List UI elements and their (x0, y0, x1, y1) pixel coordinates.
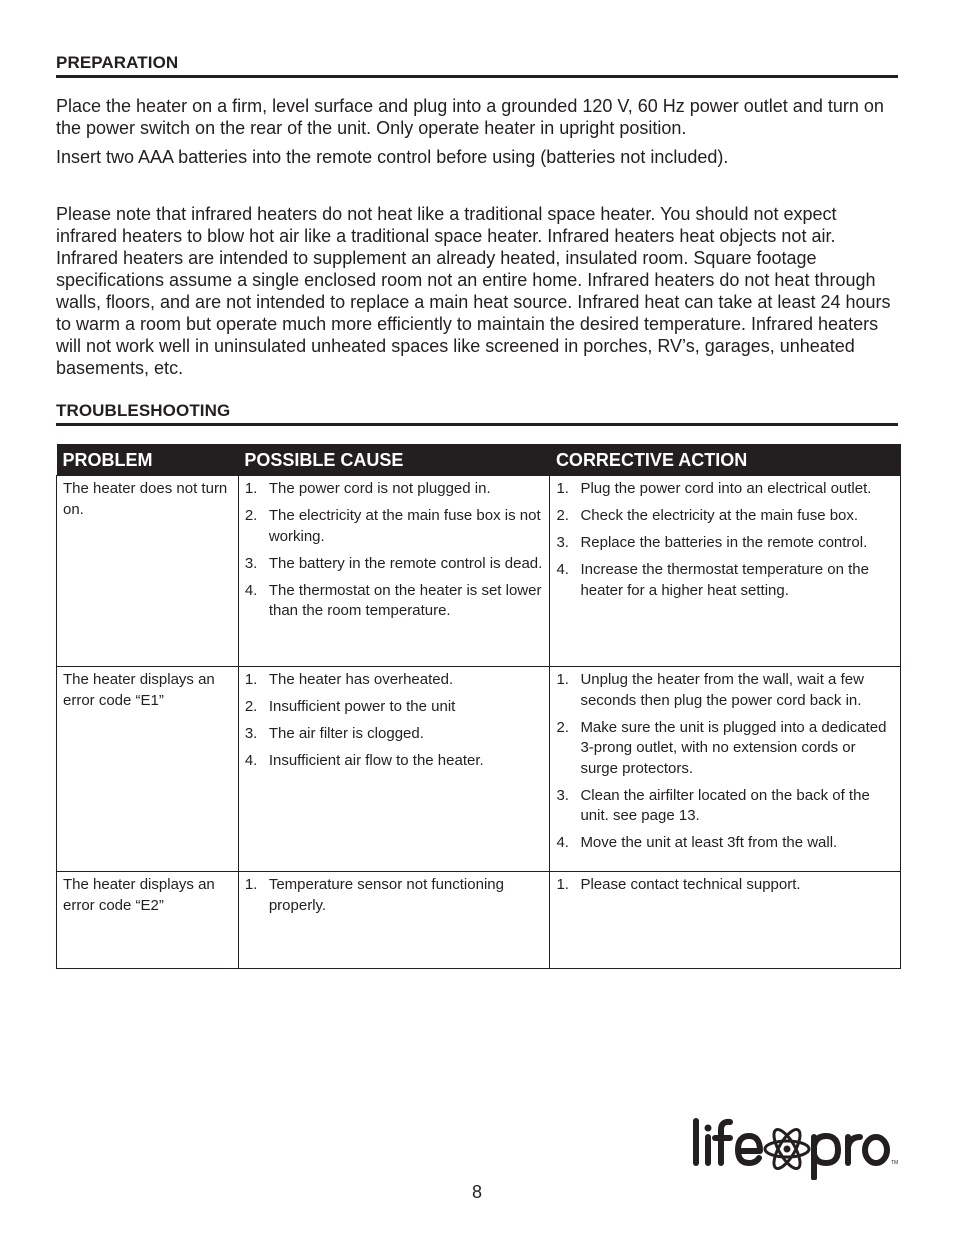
item-number: 2. (244, 507, 258, 524)
problem-cell: The heater displays an error code “E1” (57, 667, 239, 872)
item-text: Make sure the unit is plugged into a dedicated 3-prong outlet, with no extension cords or surge protectors. (580, 718, 887, 777)
table-row (57, 872, 901, 969)
list-item (245, 670, 544, 691)
item-number: 1. (556, 480, 569, 497)
list-item (556, 875, 894, 896)
column-header-possible-cause: POSSIBLE CAUSE (238, 444, 550, 476)
item-number: 1. (244, 876, 258, 893)
list-item (245, 479, 544, 500)
list-item (245, 581, 544, 622)
item-text: Please contact technical support. (580, 876, 801, 893)
item-number: 4. (556, 834, 569, 851)
item-text: The electricity at the main fuse box is not working. (268, 507, 541, 545)
item-text: Check the electricity at the main fuse box. (580, 507, 859, 524)
actions-list (556, 875, 894, 896)
item-text: Move the unit at least 3ft from the wall. (580, 834, 838, 851)
list-item (556, 506, 894, 527)
atom-icon (765, 1126, 809, 1172)
list-item (556, 718, 894, 780)
item-text: Increase the thermostat temperature on the heater for a higher heat setting. (580, 561, 869, 599)
item-text: The heater has overheated. (268, 671, 454, 688)
causes-cell (238, 667, 550, 872)
item-number: 3. (556, 534, 569, 551)
list-item (556, 479, 894, 500)
item-number: 3. (556, 786, 569, 804)
item-number: 3. (244, 554, 258, 572)
list-item (556, 533, 894, 554)
list-item (556, 786, 894, 827)
item-text: The power cord is not plugged in. (268, 480, 491, 497)
item-number: 1. (244, 480, 258, 497)
list-item (245, 875, 544, 916)
actions-cell (550, 476, 901, 667)
table-row (57, 667, 901, 872)
item-text: Clean the airfilter located on the back of the unit. see page 13. (580, 786, 870, 824)
preparation-heading: PREPARATION (56, 53, 898, 78)
list-item (556, 560, 894, 601)
problem-cell: The heater displays an error code “E2” (57, 872, 239, 969)
item-text: The thermostat on the heater is set lower than the room temperature. (268, 581, 542, 619)
item-number: 4. (244, 581, 258, 599)
item-number: 1. (556, 671, 569, 688)
actions-cell (550, 667, 901, 872)
causes-list (245, 875, 544, 916)
item-text: Insufficient power to the unit (268, 698, 456, 715)
causes-cell (238, 476, 550, 667)
actions-cell (550, 872, 901, 969)
column-header-problem: PROBLEM (57, 444, 239, 476)
page-number: 8 (471, 1182, 482, 1202)
preparation-paragraph: Place the heater on a firm, level surface and plug into a grounded 120 V, 60 Hz power outlet and turn on the power switch on the rear of the unit. Only operate heater in upright position. (56, 96, 884, 138)
problem-cell: The heater does not turn on. (57, 476, 239, 667)
list-item (556, 670, 894, 711)
causes-cell (238, 872, 550, 969)
table-row (57, 476, 901, 667)
item-number: 2. (244, 698, 258, 715)
preparation-paragraph: Insert two AAA batteries into the remote control before using (batteries not included). (56, 147, 729, 167)
item-number: 2. (556, 507, 569, 524)
item-number: 1. (244, 671, 258, 688)
troubleshooting-heading: TROUBLESHOOTING (56, 401, 898, 426)
list-item (556, 833, 894, 854)
causes-list (245, 670, 544, 772)
item-number: 3. (244, 725, 258, 742)
list-item (245, 751, 544, 772)
item-number: 4. (244, 752, 258, 769)
item-number: 2. (556, 718, 569, 736)
item-number: 1. (556, 876, 569, 893)
lifepro-logo (690, 1116, 902, 1180)
item-text: Plug the power cord into an electrical outlet. (580, 480, 872, 497)
actions-list (556, 479, 894, 601)
troubleshooting-table (56, 444, 901, 969)
list-item (245, 506, 544, 547)
list-item (245, 724, 544, 745)
infrared-note-paragraph: Please note that infrared heaters do not heat like a traditional space heater. You should not expect infrared heaters to blow hot air like a traditional space heater. Infrared heaters heat objects not air. Infrared heaters are intended to supplement an already heated, insulated room. Square footage specifications assume a single enclosed room not an entire home. Infrared heaters do not heat through walls, floors, and are not intended to replace a main heat source. Infrared heat can take at least 24 hours to warm a room but operate much more efficiently to maintain the desired temperature. Infrared heaters will not work well in uninsulated unheated spaces like screened in porches, RV’s, garages, unheated basements, etc. (56, 204, 891, 378)
column-header-corrective-action: CORRECTIVE ACTION (550, 444, 901, 476)
lifepro-logo-graphic (690, 1116, 902, 1180)
actions-list (556, 670, 894, 854)
item-text: The air filter is clogged. (268, 725, 424, 742)
list-item (245, 554, 544, 575)
svg-text:TM: TM (891, 1160, 899, 1166)
item-number: 4. (556, 561, 569, 578)
item-text: Insufficient air flow to the heater. (268, 752, 484, 769)
item-text: The battery in the remote control is dead. (268, 554, 543, 572)
item-text: Unplug the heater from the wall, wait a few seconds then plug the power cord back in. (580, 671, 864, 709)
list-item (245, 697, 544, 718)
causes-list (245, 479, 544, 622)
item-text: Temperature sensor not functioning properly. (268, 876, 504, 914)
table-header-row (57, 444, 901, 476)
item-text: Replace the batteries in the remote control. (580, 534, 868, 551)
